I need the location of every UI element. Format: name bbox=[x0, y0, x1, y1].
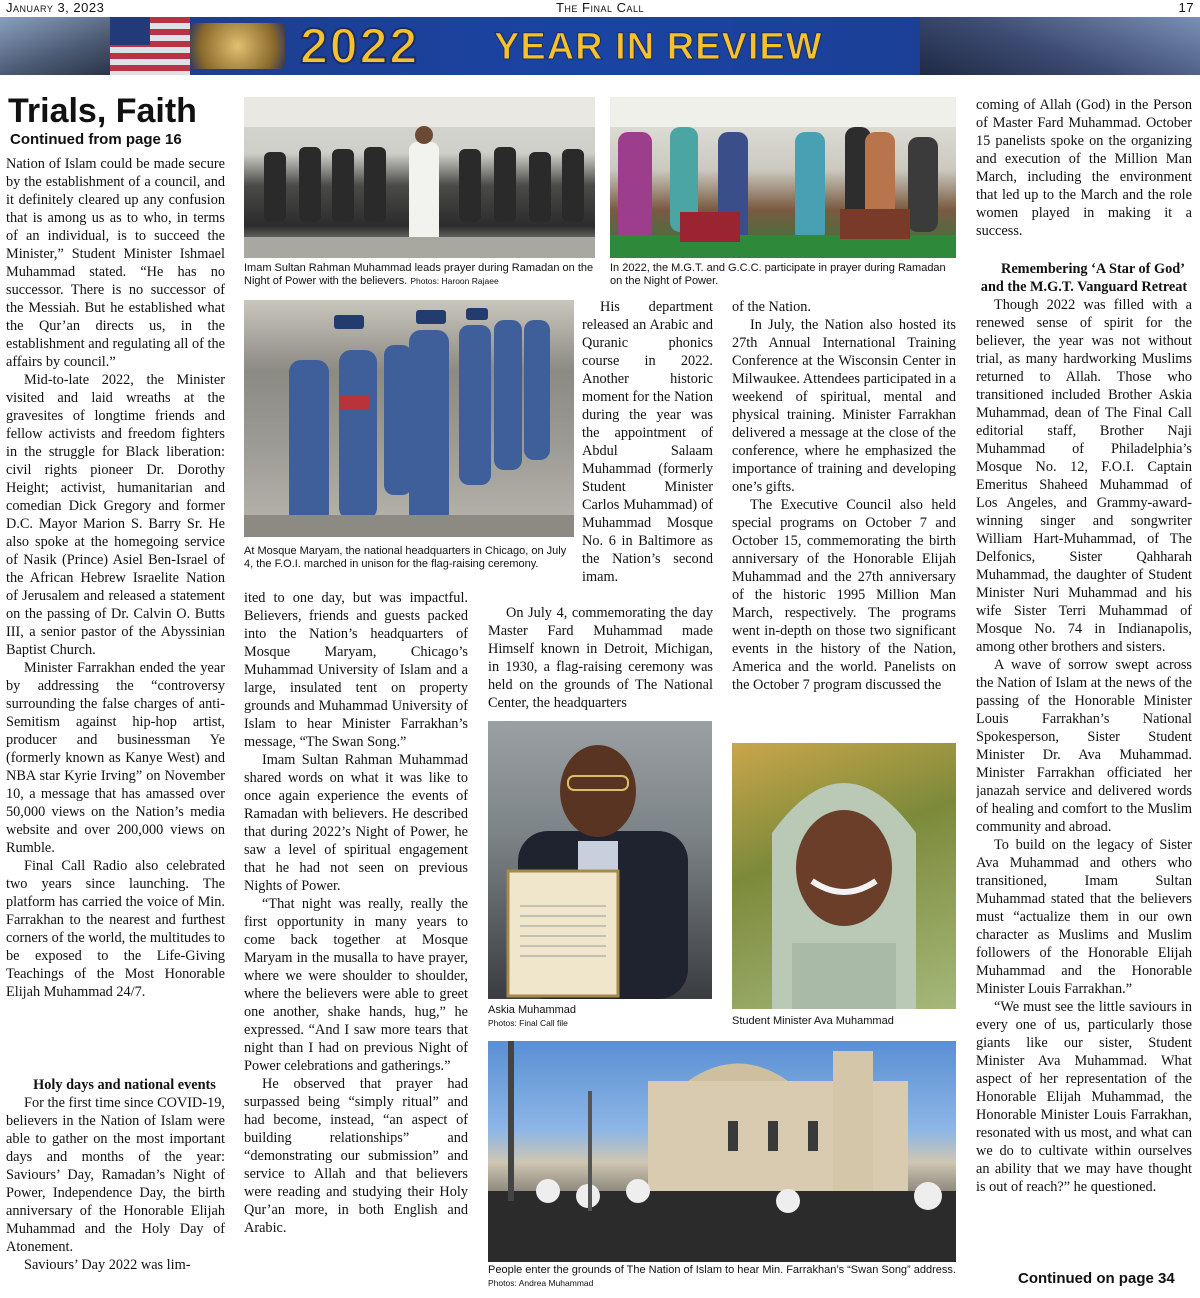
banner-photo-left bbox=[0, 17, 110, 75]
photo-men-prayer bbox=[244, 97, 595, 258]
paragraph: of the Nation. bbox=[732, 299, 812, 315]
year-in-review-banner bbox=[0, 17, 1200, 75]
issue-date: January 3, 2023 bbox=[6, 0, 105, 15]
column-1 bbox=[6, 155, 225, 1025]
photo-foi-march bbox=[244, 300, 574, 537]
photo-askia-muhammad bbox=[488, 721, 712, 999]
paragraph: coming of Allah (God) in the Person of Master Fard Muhammad. October 15 panelists spoke on the organizing and execution of the Million Man March, including the environment that led up to the March and the role women played in making it a success. bbox=[976, 97, 1192, 239]
photo-credit: Photos: Final Call file bbox=[488, 1018, 568, 1028]
publication-name: The Final Call bbox=[555, 0, 645, 15]
banner-title: YEAR IN REVIEW bbox=[494, 26, 823, 68]
banner-photo-right bbox=[920, 17, 1200, 75]
column-3-upper bbox=[582, 298, 713, 604]
column-5 bbox=[976, 96, 1192, 1268]
paragraph: The Executive Council also held special programs on October 7 and October 15, commemorating the birth anniversary of the Honorable Elijah Muhammad and the 27th anniversary of the historic 1995 Million Man March, respectively. The programs went in-depth on those two significant events in the history of the Nation, America and the world. Panelists on the October 7 program discussed the bbox=[732, 497, 956, 693]
caption-women-prayer: In 2022, the M.G.T. and G.C.C. participate in prayer during Ramadan on the Night of Power. bbox=[610, 262, 946, 287]
paragraph: Minister Farrakhan ended the year by addressing the “controversy surrounding the false charges of anti-Semitism against hip-hop artist, producer and businessman Ye (formerly known as Kanye West) and NBA star Kyrie Irving” on November 10, a message that has amassed over 50,000 views on the Nation’s media website and over 200,000 views on Rumble. bbox=[6, 660, 225, 856]
crowd-scene bbox=[488, 1041, 956, 1262]
paragraph: Final Call Radio also celebrated two years since launching. The platform has carried the voice of Min. Farrakhan to the nearest and furthest corners of the world, the multitudes to be exposed to the Life-Giving Teachings of the Most Honorable Elijah Muhammad 24/7. bbox=[6, 858, 225, 1000]
women-figures bbox=[610, 97, 956, 258]
page-header bbox=[0, 0, 1200, 16]
column-3-lower bbox=[488, 604, 713, 714]
section-subhead: Holy days and national events bbox=[33, 1077, 216, 1093]
section-subhead: Remembering ‘A Star of God’ and the M.G.T. Vanguard Retreat bbox=[980, 261, 1188, 295]
paragraph: Imam Sultan Rahman Muhammad shared words on what it was like to once again experience the events of Ramadan with believers. He described that during 2022’s Night of Power, he saw a level of spiritual engagement that he had not seen on previous Nights of Power. bbox=[244, 752, 468, 894]
continued-from: Continued from page 16 bbox=[10, 131, 182, 148]
paragraph: For the first time since COVID-19, believers in the Nation of Islam were able to gather on the most important days and months of the year: Saviours’ Day, Ramadan’s Night of Power, Independence Day, the birth anniversary of the Honorable Elijah Muhammad and the Holy Day of Atonement. bbox=[6, 1095, 225, 1255]
marching-figures bbox=[244, 300, 574, 537]
article-headline: Trials, Faith bbox=[8, 92, 197, 130]
paragraph: “We must see the little saviours in every one of us, particularly those giants like our sister, Student Minister Ava Muhammad. What aspect of her representation of the Honorable Elijah Muhammad, the Honorable Minister Louis Farrakhan, resonated with us most, and what can we do to cultivate within ourselves an ability that we may have thought is out of reach?” he questioned. bbox=[976, 999, 1192, 1195]
column-4 bbox=[732, 298, 956, 730]
paragraph: ited to one day, but was impactful. Believers, friends and guests packed into the Nation’s headquarters of Mosque Maryam, Chicago’s Muhammad University of Islam and a large, insulated tent on property grounds and Muhammad University of Islam to hear Minister Farrakhan’s message, “The Swan Song.” bbox=[244, 590, 468, 750]
photo-credit: Photos: Andrea Muhammad bbox=[488, 1278, 594, 1288]
column-2 bbox=[244, 589, 468, 1298]
paragraph: Nation of Islam could be made secure by the establishment of a council, and it definitely cleared up any confusion that is among us as to who, in terms of an individual, is to succeed the Minister,” Student Minister Ishmael Muhammad stated. “He has no successor. There is no successor of the Messiah. But he established what the Qur’an directs us, in the establishment and regulating all of the affairs by council.” bbox=[6, 156, 225, 370]
caption-men-prayer: Imam Sultan Rahman Muhammad leads prayer during Ramadan on the Night of Power with the believers. Photos: Haroon Rajaee bbox=[244, 262, 594, 287]
banner-year: 2022 bbox=[300, 18, 420, 74]
caption-ava: Student Minister Ava Muhammad bbox=[732, 1015, 894, 1027]
column-1-lower bbox=[6, 1076, 225, 1298]
caption-crowd: People enter the grounds of The Nation of Islam to hear Min. Farrakhan’s “Swan Song” address. Photos: Andrea Muhammad bbox=[488, 1264, 956, 1288]
paragraph: A wave of sorrow swept across the Nation of Islam at the news of the passing of the Honorable Minister Louis Farrakhan’s National Spokesperson, Sister Student Minister Dr. Ava Muhammad. Minister Farrakhan officiated her janazah service and delivered words of healing and comfort to the Muslim community and abroad. bbox=[976, 657, 1192, 835]
paragraph: Mid-to-late 2022, the Minister visited and laid wreaths at the gravesites of longtime friends and fellow activists and freedom fighters in the struggle for Black liberation: civil rights pioneer Dr. Dorothy Height; activist, humanitarian and comedian Dick Gregory and former D.C. Mayor Marion S. Barry Sr. He also spoke at the homegoing service of Nasik (Prince) Asiel Ben-Israel of the African Hebrew Israelite Nation of Jerusalem and released a statement on the passing of Dr. Calvin O. Butts III, a senior pastor of the Abyssinian Baptist Church. bbox=[6, 372, 225, 658]
portrait-ava bbox=[732, 743, 956, 1009]
paragraph: Though 2022 was filled with a renewed sense of spirit for the believer, the year was not without trial, as many hardworking Muslims returned to Allah. Those who transitioned included Brother Askia Muhammad, dean of The Final Call editorial staff, Brother Naji Muhammad of Philadelphia’s Mosque No. 12, F.O.I. Captain Emeritus Shaheed Muhammad of Los Angeles, and Grammy-award-winning singer and songwriter William Hart-Muhammad, of The Delfonics, Sister Qahharah Muhammad, the daughter of Student Minister Nuri Muhammad and his wife Sister Terri Muhammad of Mosque No. 74 in Indianapolis, among other brothers and sisters. bbox=[976, 297, 1192, 655]
paragraph: On July 4, commemorating the day Master Fard Muhammad made Himself known in Detroit, Michigan, in 1930, a flag-raising ceremony was held on the grounds of The National Center, the headquarters bbox=[488, 605, 713, 711]
paragraph: To build on the legacy of Sister Ava Muhammad and others who transitioned, Imam Sultan Muhammad stated that the believers must “actualize them in our own character as Muslims and Muslim followers of the Honorable Elijah Muhammad and the Honorable Minister Louis Farrakhan.” bbox=[976, 837, 1192, 997]
caption-foi-march: At Mosque Maryam, the national headquarters in Chicago, on July 4, the F.O.I. marched in unison for the flag-raising ceremony. bbox=[244, 545, 567, 570]
photo-ava-muhammad bbox=[732, 743, 956, 1009]
photo-women-prayer bbox=[610, 97, 956, 258]
photo-credit: Photos: Haroon Rajaee bbox=[410, 276, 499, 286]
prayer-figures bbox=[244, 97, 595, 258]
paragraph: In July, the Nation also hosted its 27th Annual International Training Conference at the Wisconsin Center in Milwaukee. Attendees participated in a weekend of spiritual, mental and physical training. Minister Farrakhan delivered a message at the close of the conference, where he emphasized the importance of training and developing one’s gifts. bbox=[732, 317, 956, 495]
paragraph: He observed that prayer had surpassed being “simply ritual” and had become, instead, “an aspect of building relationships” and “demonstrating our submission” and service to Allah and that believers were reading and studying their Holy Qur’an more, in both English and Arabic. bbox=[244, 1076, 468, 1236]
continued-on: Continued on page 34 bbox=[1018, 1270, 1175, 1287]
paragraph: His department released an Arabic and Quranic phonics course in 2022. Another historic moment for the Nation during the year was the appointment of Abdul Salaam Muhammad (formerly Student Minister Carlos Muhammad) of Muhammad Mosque No. 6 in Baltimore as the Nation’s second imam. bbox=[582, 299, 713, 585]
portrait-askia bbox=[488, 721, 712, 999]
caption-askia: Askia Muhammad Photos: Final Call file bbox=[488, 1004, 712, 1030]
paragraph: “That night was really, really the first opportunity in many years to come back together at Mosque Maryam in the musalla to have prayer, where we were shoulder to shoulder, where the believers were able to greet one another, shake hands, hug,” he expressed. “And I saw more tears that night than I had on previous Night of Power celebrations and gatherings.” bbox=[244, 896, 468, 1074]
photo-crowd-national-center bbox=[488, 1041, 956, 1262]
page-number: 17 bbox=[1178, 0, 1194, 15]
banner-photo-gold bbox=[190, 23, 285, 69]
paragraph: Saviours’ Day 2022 was lim- bbox=[24, 1257, 191, 1273]
